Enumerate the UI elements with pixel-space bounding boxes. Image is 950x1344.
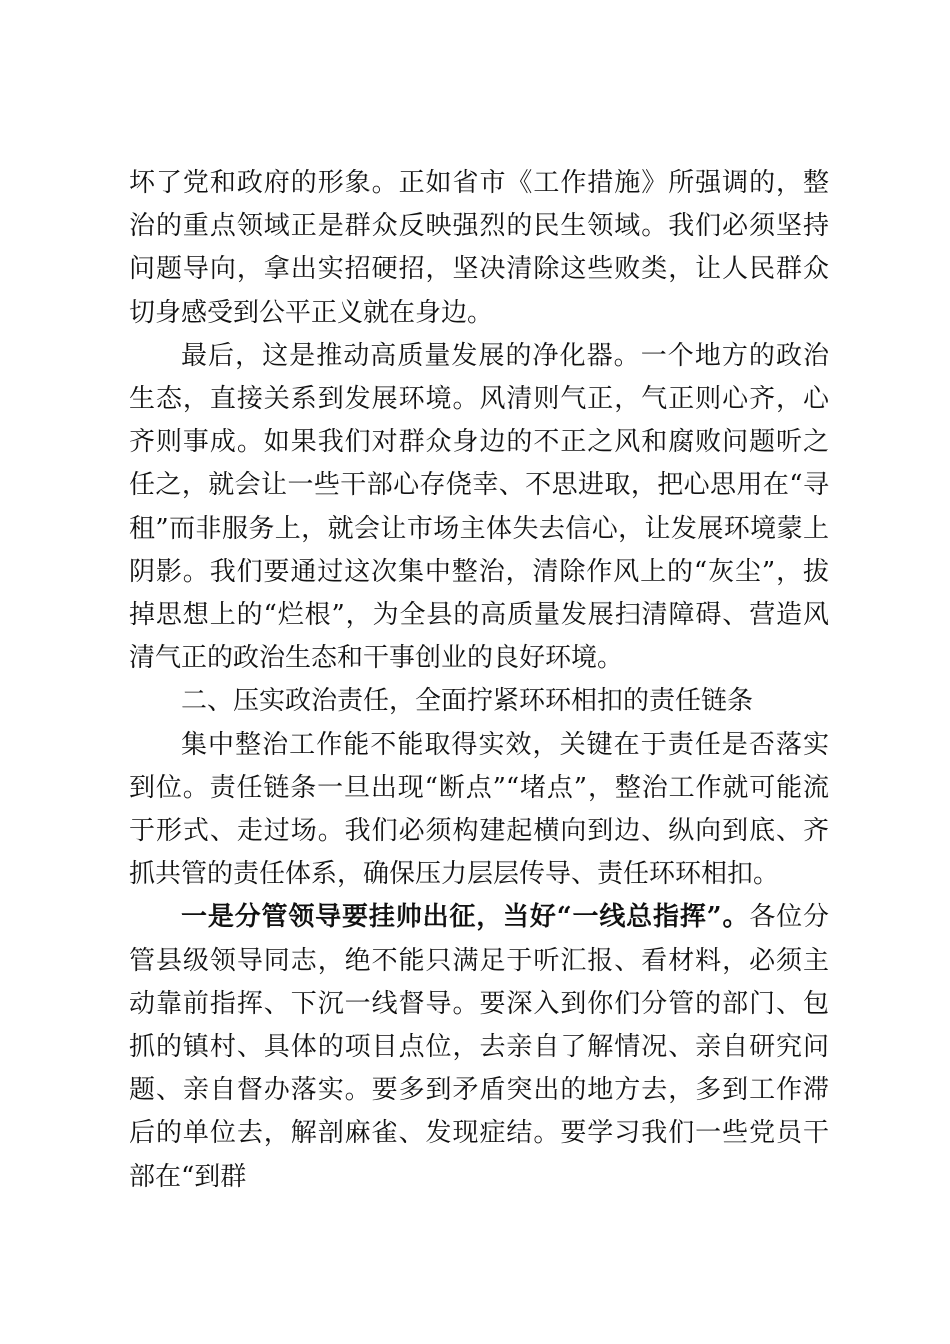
paragraph-leaders <box>129 896 829 1198</box>
paragraph-leaders-lead: 一是分管领导要挂帅出征，当好“一线总指挥”。 <box>181 902 750 933</box>
section-heading-2: 二、压实政治责任，全面拧紧环环相扣的责任链条 <box>181 686 754 717</box>
paragraph-leaders-body: 各位分管县级领导同志，绝不能只满足于听汇报、看材料，必须主动靠前指挥、下沉一线督导。要深入到你们分管的部门、包抓的镇村、具体的项目点位，去亲自了解情况、亲自研究问题、亲自督办落实。要多到矛盾突出的地方去，多到工作滞后的单位去，解剖麻雀、发现症结。要学习我们一些党员干部在“到群 <box>129 902 829 1192</box>
paragraph-continued: 坏了党和政府的形象。正如省市《工作措施》所强调的，整治的重点领域正是群众反映强烈的民生领域。我们必须坚持问题导向，拿出实招硬招，坚决清除这些败类，让人民群众切身感受到公平正义就在身边。 <box>129 168 829 328</box>
document-body <box>129 162 829 1199</box>
paragraph-responsibility: 集中整治工作能不能取得实效，关键在于责任是否落实到位。责任链条一旦出现“断点”“堵点”，整治工作就可能流于形式、走过场。我们必须构建起横向到边、纵向到底、齐抓共管的责任体系，确保压力层层传导、责任环环相扣。 <box>129 729 829 890</box>
paragraph-purifier: 最后，这是推动高质量发展的净化器。一个地方的政治生态，直接关系到发展环境。风清则气正，气正则心齐，心齐则事成。如果我们对群众身边的不正之风和腐败问题听之任之，就会让一些干部心存侥幸、不思进取，把心思用在“寻租”而非服务上，就会让市场主体失去信心，让发展环境蒙上阴影。我们要通过这次集中整治，清除作风上的“灰尘”，拔掉思想上的“烂根”，为全县的高质量发展扫清障碍、营造风清气正的政治生态和干事创业的良好环境。 <box>129 340 829 674</box>
